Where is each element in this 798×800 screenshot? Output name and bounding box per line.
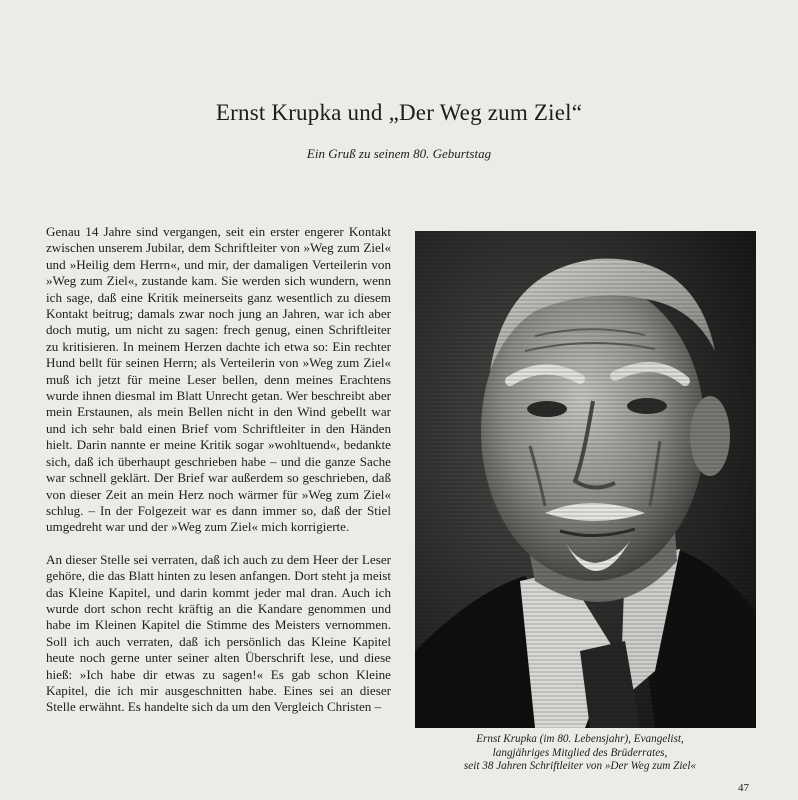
article-title: Ernst Krupka und „Der Weg zum Ziel“ [215,100,583,125]
caption-line: langjähriges Mitglied des Brüderrates, [492,746,668,759]
page-number: 47 [738,782,749,794]
article-body [46,224,391,732]
paragraph-1: Genau 14 Jahre sind vergangen, seit ein erster engerer Kontakt zwischen unserem Jubilar, dem Schriftleiter von »Weg zum Ziel« und »Heilig dem Herrn«, und mir, der damaligen Verteilerin von »Weg zum Ziel«, zustande kam. Sie werden sich wundern, wenn ich sage, daß eine Kritik meinerseits ganz wesentlich zu diesem Kontakt beitrug; damals zwar noch jung an Jahren, war ich aber doch mutig, um nicht zu sagen: frech genug, einen Schriftleiter zu kritisieren. In meinem Herzen dachte ich etwa so: Ein rechter Hund bellt für seinen Herrn; als Verteilerin von »Weg zum Ziel« muß ich jetzt für meine Leser bellen, denn meines Erachtens wurde ihnen diesmal im Blatt Unrecht getan. Wer beschreibt aber mein Erstaunen, als mein Bellen nicht in den Wind gebellt war und ich sehr bald einen Brief vom Schriftleiter in den Händen hielt. Darin nannte er meine Kritik sogar »wohltuend«, bedankte sich, daß ich überhaupt geschrieben habe – und die ganze Sache war schnell geklärt. Der Brief war außerdem so geschrieben, daß von dieser Zeit an mein Herz noch wärmer für »Weg zum Ziel« schlug. – In der Folgezeit war es dann immer so, daß der Stiel umgedreht war und der »Weg zum Ziel« mich korrigierte. [46,224,391,535]
portrait-illustration [415,231,756,728]
portrait-photo [415,231,756,728]
caption-line: Ernst Krupka (im 80. Lebensjahr), Evangelist, [476,733,684,745]
article-subtitle: Ein Gruß zu seinem 80. Geburtstag [306,146,492,161]
paragraph-2: An dieser Stelle sei verraten, daß ich auch zu dem Heer der Leser gehöre, die das Blatt hinten zu lesen anfangen. Dort steht ja meist das Kleine Kapitel, und darin kommt jeder mal dran. Auch ich wurde dort schon recht kräftig an die Kandare genommen und habe im Kleinen Kapitel die Stimme des Meisters vernommen. Soll ich auch verraten, daß ich persönlich das Kleine Kapitel heute noch gerne unter seiner alten Überschrift lese, und diese hieß: »Ich habe dir etwas zu sagen!« Es gab schon Kleine Kapitel, die ich mir ausgeschnitten habe. Eines sei an dieser Stelle erwähnt. Es handelte sich da um den Vergleich Christen – [46,551,391,715]
photo-caption [415,733,745,774]
caption-line: seit 38 Jahren Schriftleiter von »Der Weg zum Ziel« [463,760,697,772]
